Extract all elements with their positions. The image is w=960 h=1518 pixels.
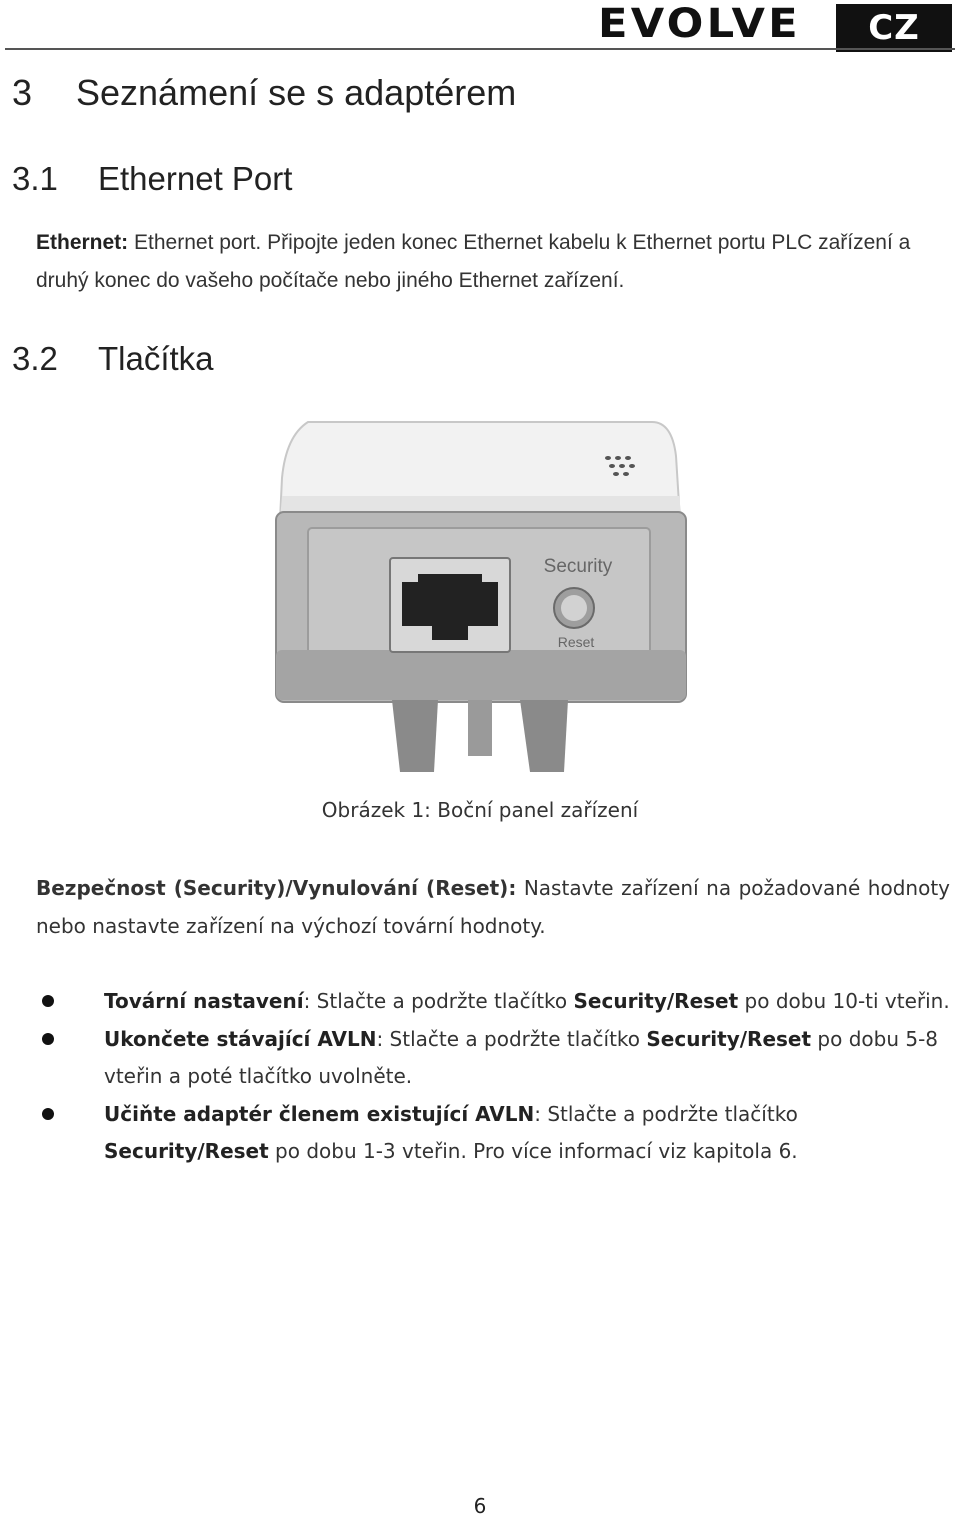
bullet-icon (42, 1108, 54, 1120)
header-divider (5, 48, 955, 50)
bullet-strong: Security/Reset (646, 1026, 812, 1051)
subsection-title: Tlačítka (98, 340, 214, 377)
reset-label: Reset (557, 634, 595, 650)
bullet-icon (42, 995, 54, 1007)
bullet-label: Učiňte adaptér členem existující AVLN (104, 1101, 535, 1126)
section-heading (12, 72, 516, 114)
bullet-text: : Stlačte a podržte tlačítko (534, 1101, 798, 1126)
security-reset-paragraph (36, 869, 950, 945)
device-side-panel-image (268, 416, 692, 778)
bullet-strong: Security/Reset (573, 989, 739, 1013)
bullet-text: : Stlačte a podržte tlačítko (376, 1026, 647, 1051)
subsection-title: Ethernet Port (98, 160, 293, 197)
bullet-text: : Stlačte a podržte tlačítko (303, 989, 574, 1013)
country-badge: CZ (836, 4, 952, 52)
brand-logo: EVOLVE (598, 1, 801, 47)
subsection-number: 3.1 (12, 160, 58, 197)
list-item (36, 1021, 950, 1096)
bullet-icon (42, 1033, 54, 1045)
bullet-label: Ukončete stávající AVLN (104, 1026, 377, 1051)
security-reset-text: Nastavte zařízení na požadované hodnoty nebo nastavte zařízení na výchozí tovární hodnoty. (36, 876, 950, 938)
subsection-heading-ethernet (12, 160, 292, 198)
security-reset-label: Bezpečnost (Security)/Vynulování (Reset): (36, 876, 517, 900)
ethernet-label: Ethernet: (36, 231, 129, 254)
ethernet-paragraph (36, 224, 950, 300)
bullet-text: po dobu 1-3 vteřin. Pro více informací viz kapitola 6. (268, 1139, 798, 1163)
list-item (36, 1096, 950, 1171)
subsection-heading-buttons (12, 340, 214, 378)
bullet-label: Tovární nastavení (104, 989, 304, 1013)
subsection-number: 3.2 (12, 340, 58, 377)
security-label: Security (543, 556, 613, 577)
page-header (0, 0, 960, 60)
section-title: Seznámení se s adaptérem (76, 72, 517, 113)
ethernet-text: Ethernet port. Připojte jeden konec Ethernet kabelu k Ethernet portu PLC zařízení a druhý konec do vašeho počítače nebo jiného Ethernet zařízení. (36, 231, 911, 292)
section-number: 3 (12, 72, 33, 113)
figure-caption: Obrázek 1: Boční panel zařízení (321, 798, 639, 822)
bullet-list (36, 983, 950, 1171)
bullet-strong: Security/Reset (104, 1139, 269, 1163)
list-item (36, 983, 950, 1021)
bullet-text: po dobu 10-ti vteřin. (738, 989, 950, 1013)
bullet-text: po dobu 5-8 vteřin a poté tlačítko uvolněte. (104, 1026, 939, 1088)
page-number: 6 (473, 1494, 487, 1518)
